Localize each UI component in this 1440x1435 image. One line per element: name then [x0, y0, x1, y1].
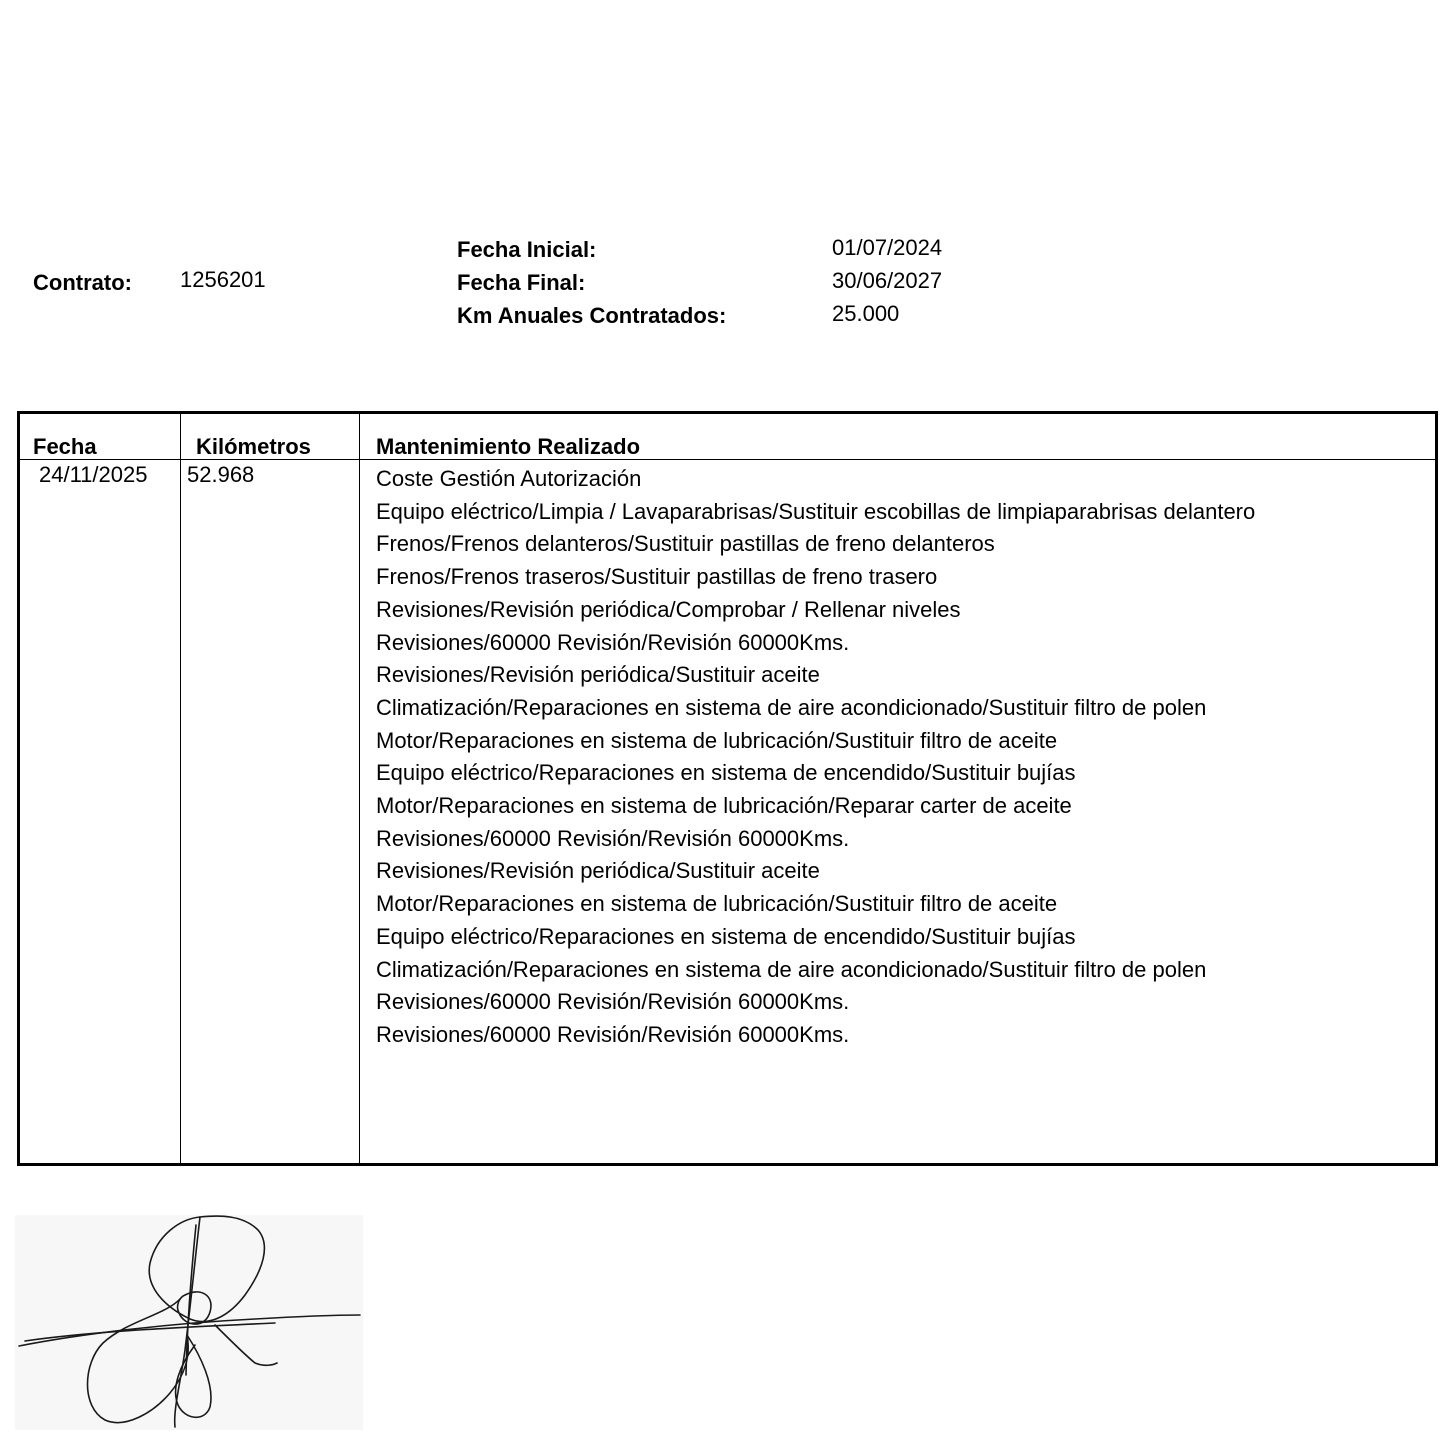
- column-divider: [180, 414, 181, 1163]
- maintenance-table: [17, 411, 1438, 1166]
- maintenance-item: Revisiones/Revisión periódica/Comprobar / Rellenar niveles: [376, 596, 961, 622]
- maintenance-item: Motor/Reparaciones en sistema de lubricación/Sustituir filtro de aceite: [376, 727, 1058, 753]
- column-divider: [359, 414, 360, 1163]
- maintenance-item: Climatización/Reparaciones en sistema de aire acondicionado/Sustituir filtro de polen: [376, 956, 1207, 982]
- header-fecha: Fecha: [33, 434, 97, 459]
- maintenance-item: Equipo eléctrico/Reparaciones en sistema de encendido/Sustituir bujías: [376, 923, 1076, 949]
- row-fecha: 24/11/2025: [39, 462, 148, 487]
- maintenance-item: Climatización/Reparaciones en sistema de aire acondicionado/Sustituir filtro de polen: [376, 694, 1207, 720]
- fecha-inicial-value: 01/07/2024: [832, 235, 943, 260]
- maintenance-item: Coste Gestión Autorización: [376, 466, 642, 491]
- km-anuales-value: 25.000: [832, 301, 900, 326]
- signature-icon: [15, 1215, 363, 1430]
- fecha-final-label: Fecha Final:: [457, 270, 586, 295]
- maintenance-item: Revisiones/Revisión periódica/Sustituir aceite: [376, 662, 820, 688]
- maintenance-item: Equipo eléctrico/Limpia / Lavaparabrisas/Sustituir escobillas de limpiaparabrisas delantero: [376, 498, 1256, 524]
- maintenance-item: Revisiones/60000 Revisión/Revisión 60000Kms.: [376, 1021, 850, 1047]
- fecha-inicial-label: Fecha Inicial:: [457, 237, 597, 262]
- km-anuales-label: Km Anuales Contratados:: [457, 303, 727, 328]
- maintenance-item: Motor/Reparaciones en sistema de lubricación/Sustituir filtro de aceite: [376, 891, 1058, 917]
- maintenance-item: Revisiones/60000 Revisión/Revisión 60000Kms.: [376, 989, 850, 1015]
- maintenance-item: Revisiones/Revisión periódica/Sustituir aceite: [376, 858, 820, 884]
- header-kilometros: Kilómetros: [196, 434, 311, 459]
- maintenance-item: Equipo eléctrico/Reparaciones en sistema de encendido/Sustituir bujías: [376, 760, 1076, 786]
- contrato-label: Contrato:: [33, 270, 132, 295]
- maintenance-item: Motor/Reparaciones en sistema de lubricación/Reparar carter de aceite: [376, 793, 1072, 819]
- maintenance-item: Revisiones/60000 Revisión/Revisión 60000Kms.: [376, 629, 850, 655]
- signature-drawing: [15, 1215, 363, 1430]
- row-kilometros: 52.968: [187, 462, 255, 487]
- maintenance-item: Frenos/Frenos delanteros/Sustituir pastillas de freno delanteros: [376, 531, 995, 557]
- maintenance-item: Frenos/Frenos traseros/Sustituir pastillas de freno trasero: [376, 564, 938, 590]
- maintenance-item: Revisiones/60000 Revisión/Revisión 60000Kms.: [376, 825, 850, 851]
- contrato-value: 1256201: [180, 267, 266, 292]
- fecha-final-value: 30/06/2027: [832, 268, 943, 293]
- maintenance-items-list: [376, 463, 1276, 1052]
- header-mantenimiento: Mantenimiento Realizado: [376, 434, 641, 459]
